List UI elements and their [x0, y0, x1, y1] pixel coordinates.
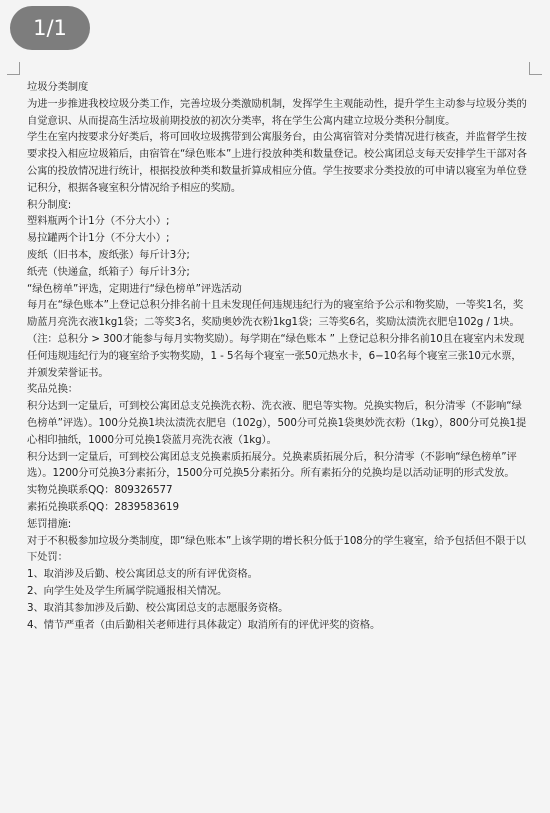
crop-mark-top-left — [7, 62, 20, 75]
document-title: 垃圾分类制度 — [27, 81, 89, 93]
green-list-paragraph: 每月在“绿色账本”上登记总积分排名前十且未发现任何违规违纪行为的寝室给予公示和物奖励，一等奖1名，奖励蓝月亮洗衣液1kg1袋；二等奖3名，奖励奥妙洗衣粉1kg1袋；三等奖6名，奖励汰渍洗衣肥皂102g / 1块。（注：总积分 > 300才能参与每月实物奖励）。每学期在“绿色账本 ” 上登记总积分排名前10且在寝室内未发现任何违规违纪行为的寝室给予实物奖励，1 - 5名每个寝室一张50元热水卡，6−10名每个寝室三张10元水票，并颁发荣誉证书。 — [27, 299, 525, 379]
contact-quality-qq: 素拓兑换联系QQ：2839583619 — [27, 500, 179, 513]
points-heading: 积分制度: — [27, 198, 72, 211]
points-item: 废纸（旧书本，废纸张）每斤计3分; — [27, 248, 190, 261]
intro-paragraph: 为进一步推进我校垃圾分类工作，完善垃圾分类激励机制，发挥学生主观能动性，提升学生主动参与垃圾分类的自觉意识、从而提高生活垃圾前期投放的初次分类率，将在学生公寓内建立垃圾分类积分制度。 — [27, 97, 527, 127]
document-body — [27, 79, 527, 633]
exchange-quality-paragraph: 积分达到一定量后，可到校公寓团总支兑换素质拓展分。兑换素质拓展分后，积分清零（不影响“绿色榜单”评选）。1200分可兑换3分素拓分，1500分可兑换5分素拓分。所有素拓分的兑换均是以活动证明的形式发放。 — [27, 450, 517, 480]
penalty-intro: 对于不积极参加垃圾分类制度，即“绿色账本”上该学期的增长积分低于108分的学生寝室，给予包括但不限于以下处罚： — [27, 534, 526, 564]
page-indicator: 1/1 — [10, 6, 90, 50]
points-item: 易拉罐两个计1分（不分大小）; — [27, 232, 170, 245]
green-list-heading: “绿色榜单”评选，定期进行“绿色榜单”评选活动 — [27, 282, 242, 295]
points-item: 塑料瓶两个计1分（不分大小）; — [27, 215, 170, 228]
penalty-item: 4、情节严重者（由后勤相关老师进行具体裁定）取消所有的评优评奖的资格。 — [27, 618, 381, 631]
points-item: 纸壳（快递盒，纸箱子）每斤计3分; — [27, 265, 190, 278]
procedure-paragraph: 学生在室内按要求分好类后，将可回收垃圾携带到公寓服务台，由公寓宿管对分类情况进行核查，并监督学生按要求投入相应垃圾箱后，由宿管在“绿色账本”上进行投放种类和数量登记。校公寓团总支每天安排学生干部对各公寓的投放情况进行统计，根据投放种类和数量折算成相应分值。学生按要求分类投放的可申请以寝室为单位登记积分，根据各寝室积分情况给予相应的奖励。 — [27, 131, 527, 194]
exchange-heading: 奖品兑换： — [27, 383, 78, 396]
penalty-item: 2、向学生处及学生所属学院通报相关情况。 — [27, 584, 228, 597]
exchange-goods-paragraph: 积分达到一定量后，可到校公寓团总支兑换洗衣粉、洗衣液、肥皂等实物。兑换实物后，积分清零（不影响“绿色榜单”评选）。100分兑换1块汰渍洗衣肥皂（102g），500分可兑换1袋奥妙洗衣粉（1kg），800分可兑换1提心相印抽纸，1000分可兑换1袋蓝月亮洗衣液（1kg）。 — [27, 400, 527, 446]
penalty-heading: 惩罚措施: — [27, 517, 72, 530]
penalty-item: 1、取消涉及后勤、校公寓团总支的所有评优资格。 — [27, 568, 258, 581]
penalty-item: 3、取消其参加涉及后勤、校公寓团总支的志愿服务资格。 — [27, 601, 289, 614]
contact-goods-qq: 实物兑换联系QQ：809326577 — [27, 484, 173, 497]
crop-mark-top-right — [529, 62, 542, 75]
